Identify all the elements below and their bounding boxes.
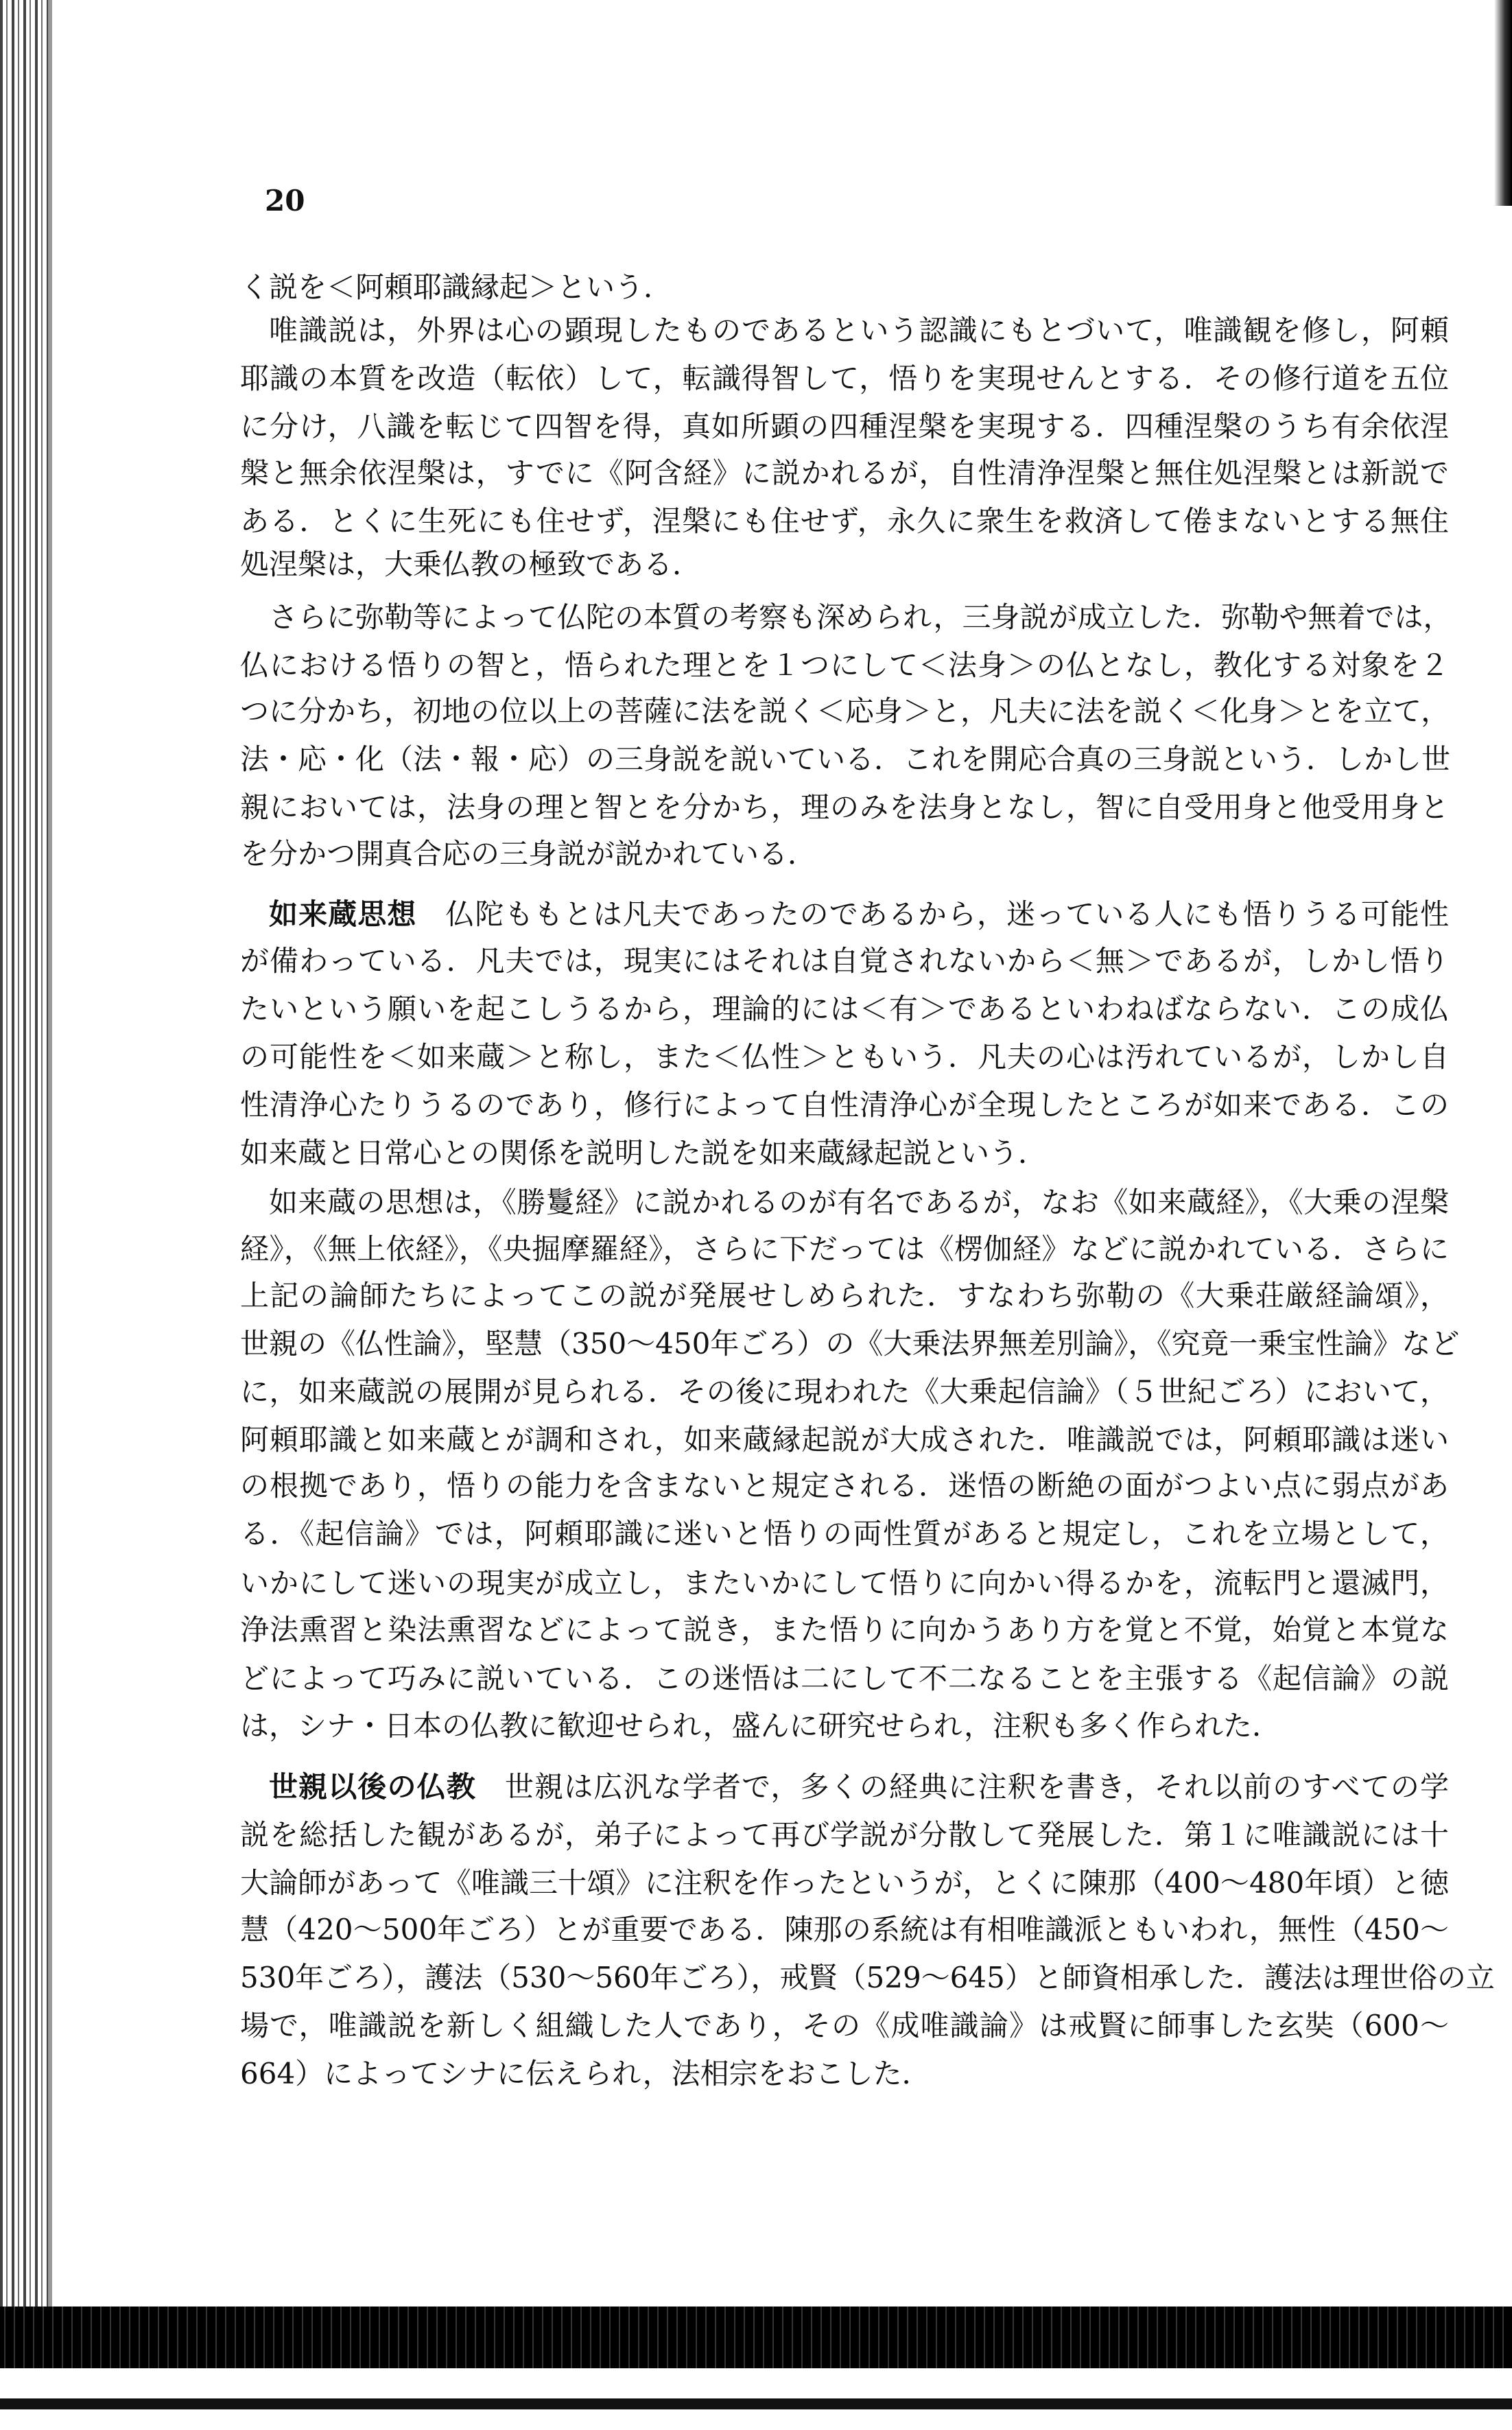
- line-text: を分かつ開真合応の三身説が説かれている．: [240, 837, 817, 871]
- line-text: 慧（420～500年ごろ）とが重要である．陳那の系統は有相唯識派ともいわれ，無性（450～: [240, 1913, 1449, 1946]
- text-line: [240, 830, 1449, 877]
- line-text: に分け，八識を転じて四智を得，真如所顕の四種涅槃を実現する．四種涅槃のうち有余依涅: [240, 410, 1449, 443]
- line-text: 耶識の本質を改造（転依）して，転識得智して，悟りを実現せんとする．その修行道を五位: [240, 362, 1449, 395]
- paragraph-first-line: [269, 1763, 1449, 1810]
- line-text: る．《起信論》では，阿頼耶識に迷いと悟りの両性質があると規定し，これを立場として，: [240, 1517, 1449, 1550]
- line-text: 如来蔵と日常心との関係を説明した説を如来蔵縁起説という．: [240, 1136, 1048, 1170]
- text-line: [240, 1906, 1449, 1953]
- text-line: [240, 1702, 1449, 1749]
- text-line: [240, 1954, 1495, 2001]
- text-line: [240, 985, 1449, 1033]
- text-line: [240, 783, 1449, 831]
- line-text: さらに弥勒等によって仏陀の本質の考察も深められ，三身説が成立した．弥勒や無着では，: [269, 600, 1452, 634]
- text-line: [240, 449, 1449, 497]
- line-text: 浄法熏習と染法熏習などによって説き，また悟りに向かうあり方を覚と不覚，始覚と本覚な: [240, 1613, 1449, 1647]
- paragraph-first-line: [269, 1179, 1449, 1226]
- text-line: [240, 1655, 1449, 1702]
- text-line: [240, 541, 1449, 588]
- line-text: 処涅槃は，大乗仏教の極致である．: [240, 547, 702, 581]
- line-text: どによって巧みに説いている．この迷悟は二にして不二なることを主張する《起信論》の説: [240, 1662, 1449, 1695]
- line-text: 説を総括した観があるが，弟子によって再び学説が分散して発展した．第１に唯識説には十: [240, 1818, 1449, 1852]
- paragraph-first-line: [269, 307, 1449, 354]
- section-heading: 世親以後の仏教: [269, 1770, 476, 1804]
- text-line: [240, 2050, 1449, 2097]
- line-text: いかにして迷いの現実が成立し，またいかにして悟りに向かい得るかを，流転門と還滅門，: [240, 1566, 1449, 1600]
- line-text: たいという願いを起こしうるから，理論的には＜有＞であるといわねばならない．この成仏: [240, 992, 1449, 1026]
- text-line: [240, 1811, 1449, 1859]
- line-text: 槃と無余依涅槃は，すでに《阿含経》に説かれるが，自性清浄涅槃と無住処涅槃とは新説で: [240, 456, 1449, 490]
- line-text: 親においては，法身の理と智とを分かち，理のみを法身となし，智に自受用身と他受用身と: [240, 790, 1449, 824]
- line-text: 世親は広汎な学者で，多くの経典に注釈を書き，それ以前のすべての学: [504, 1770, 1449, 1804]
- text-line: [240, 497, 1449, 545]
- line-text: 大論師があって《唯識三十頌》に注釈を作ったというが，とくに陳那（400～480年頃）と徳: [240, 1866, 1449, 1900]
- line-text: 経》，《無上依経》，《央掘摩羅経》，さらに下だっては《楞伽経》などに説かれている．さらに: [240, 1232, 1449, 1266]
- text-line: [240, 1559, 1449, 1607]
- line-text: 仏陀ももとは凡夫であったのであるから，迷っている人にも悟りうる可能性: [445, 897, 1449, 931]
- text-line: [240, 1272, 1449, 1319]
- scan-bottom-edge: [0, 2398, 1512, 2409]
- line-text: 如来蔵の思想は，《勝鬘経》に説かれるのが有名であるが，なお《如来蔵経》，《大乗の涅槃: [269, 1185, 1449, 1219]
- line-text: に，如来蔵説の展開が見られる．その後に現われた《大乗起信論》（５世紀ごろ）において，: [240, 1375, 1449, 1408]
- line-text: 場で，唯識説を新しく組織した人であり，その《成唯識論》は戒賢に師事した玄奘（600～: [240, 2009, 1449, 2042]
- text-line: [240, 1859, 1449, 1907]
- line-text: 664）によってシナに伝えられ，法相宗をおこした．: [240, 2057, 931, 2090]
- line-text: 仏における悟りの智と，悟られた理とを１つにして＜法身＞の仏となし，教化する対象を２: [240, 648, 1449, 682]
- text-line: [240, 937, 1449, 984]
- text-line: [240, 641, 1449, 689]
- text-line: [240, 735, 1449, 783]
- text-line: [240, 1416, 1449, 1463]
- line-text: 上記の論師たちによってこの説が発展せしめられた．すなわち弥勒の《大乗荘厳経論頌》，: [240, 1279, 1449, 1312]
- line-text: は，シナ・日本の仏教に歓迎せられ，盛んに研究せられ，注釈も多く作られた．: [240, 1709, 1281, 1743]
- line-text: 唯識説は，外界は心の顕現したものであるという認識にもとづいて，唯識観を修し，阿頼: [269, 314, 1449, 347]
- text-line: [240, 1320, 1460, 1367]
- line-text: の可能性を＜如来蔵＞と称し，また＜仏性＞ともいう．凡夫の心は汚れているが，しかし自: [240, 1040, 1449, 1074]
- line-text: 世親の《仏性論》，堅慧（350～450年ごろ）の《大乗法界無差別論》，《究竟一乗宝性論》など: [240, 1327, 1460, 1360]
- text-line: [240, 1606, 1449, 1653]
- line-text: 阿頼耶識と如来蔵とが調和され，如来蔵縁起説が大成された．唯識説では，阿頼耶識は迷い: [240, 1423, 1449, 1456]
- text-line: [240, 2002, 1449, 2049]
- scan-binding-edge: [0, 0, 48, 2319]
- text-line: [240, 1462, 1449, 1509]
- text-line: [240, 1033, 1449, 1081]
- line-text: く説を＜阿頼耶識縁起＞という．: [240, 270, 673, 304]
- section-heading: 如来蔵思想: [269, 897, 417, 931]
- scan-binding-shadow: [48, 0, 52, 2319]
- text-line: [240, 687, 1449, 735]
- text-line: [240, 1129, 1449, 1177]
- page-number: 20: [265, 184, 305, 217]
- scan-page-edge-shadow: [1494, 0, 1512, 206]
- line-text: の根拠であり，悟りの能力を含まないと規定される．迷悟の断絶の面がつよい点に弱点があ: [240, 1469, 1449, 1502]
- text-line: [240, 1081, 1449, 1129]
- text-line: [240, 355, 1449, 402]
- scan-bottom-band: [0, 2307, 1512, 2368]
- line-text: 530年ごろ），護法（530～560年ごろ），戒賢（529～645）と師資相承した．護法は理世俗の立: [240, 1961, 1495, 1994]
- text-line: [240, 1510, 1449, 1557]
- paragraph-first-line: [269, 890, 1449, 938]
- line-text: つに分かち，初地の位以上の菩薩に法を説く＜応身＞と，凡夫に法を説く＜化身＞とを立て，: [240, 694, 1450, 728]
- text-line: [240, 1368, 1449, 1415]
- line-text: ある．とくに生死にも住せず，涅槃にも住せず，永久に衆生を救済して倦まないとする無住: [240, 504, 1449, 538]
- paragraph-first-line: [240, 263, 1449, 311]
- line-text: が備わっている．凡夫では，現実にはそれは自覚されないから＜無＞であるが，しかし悟り: [240, 944, 1449, 978]
- text-line: [240, 403, 1449, 450]
- paragraph-first-line: [269, 593, 1452, 641]
- line-text: 法・応・化（法・報・応）の三身説を説いている．これを開応合真の三身説という．しかし世: [240, 742, 1451, 776]
- text-line: [240, 1225, 1449, 1273]
- line-text: 性清浄心たりうるのであり，修行によって自性清浄心が全現したところが如来である．この: [240, 1088, 1449, 1122]
